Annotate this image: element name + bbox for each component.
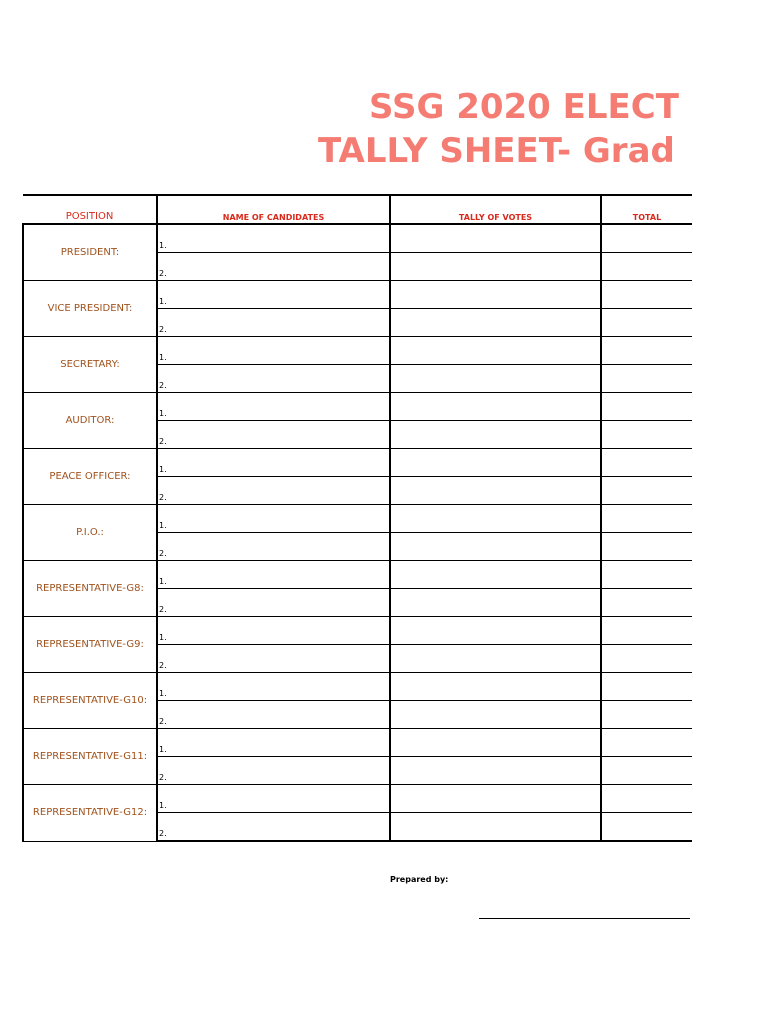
candidate-number-label: 1. [159,353,167,362]
candidate-number-label: 2. [159,381,167,390]
table-row [23,617,692,645]
tally-cell[interactable] [390,505,601,533]
total-cell[interactable] [601,505,692,533]
tally-cell[interactable] [390,561,601,589]
tally-cell[interactable] [390,337,601,365]
candidate-number-label: 1. [159,577,167,586]
title-line-2: TALLY SHEET- Grad [318,131,675,171]
candidate-name-cell[interactable] [157,337,390,365]
candidate-number-label: 2. [159,437,167,446]
total-cell[interactable] [601,477,692,505]
candidate-number-label: 2. [159,493,167,502]
total-cell[interactable] [601,224,692,253]
total-cell[interactable] [601,253,692,281]
tally-cell[interactable] [390,757,601,785]
candidate-number-label: 1. [159,521,167,530]
candidate-name-cell[interactable] [157,309,390,337]
total-cell[interactable] [601,617,692,645]
tally-cell[interactable] [390,421,601,449]
candidate-name-cell[interactable] [157,701,390,729]
candidate-name-cell[interactable] [157,785,390,813]
candidate-name-cell[interactable] [157,224,390,253]
candidate-name-cell[interactable] [157,757,390,785]
tally-cell[interactable] [390,645,601,673]
table-row [23,561,692,589]
tally-cell[interactable] [390,224,601,253]
header-row [23,195,692,224]
candidate-number-label: 1. [159,297,167,306]
candidate-number-label: 2. [159,605,167,614]
total-cell[interactable] [601,421,692,449]
table-row [23,785,692,813]
total-cell[interactable] [601,337,692,365]
tally-table [22,194,692,842]
candidate-name-cell[interactable] [157,533,390,561]
candidate-name-cell[interactable] [157,645,390,673]
candidate-name-cell[interactable] [157,673,390,701]
position-cell: REPRESENTATIVE-G8: [23,561,157,617]
candidate-number-label: 1. [159,689,167,698]
position-cell: P.I.O.: [23,505,157,561]
tally-cell[interactable] [390,785,601,813]
position-cell: REPRESENTATIVE-G12: [23,785,157,842]
total-cell[interactable] [601,281,692,309]
candidate-number-label: 2. [159,325,167,334]
table-row [23,393,692,421]
tally-cell[interactable] [390,701,601,729]
position-header: POSITION [23,195,157,224]
candidate-number-label: 1. [159,465,167,474]
table-row [23,449,692,477]
tally-header: TALLY OF VOTES [390,195,601,224]
tally-cell[interactable] [390,813,601,842]
position-cell: REPRESENTATIVE-G11: [23,729,157,785]
tally-cell[interactable] [390,673,601,701]
tally-body [23,224,692,841]
position-cell: AUDITOR: [23,393,157,449]
signature-line [479,918,690,919]
table-row [23,337,692,365]
table-row [23,673,692,701]
position-cell: REPRESENTATIVE-G9: [23,617,157,673]
total-cell[interactable] [601,589,692,617]
total-cell[interactable] [601,561,692,589]
title-line-1: SSG 2020 ELECT [369,87,679,127]
table-row [23,729,692,757]
tally-cell[interactable] [390,589,601,617]
total-cell[interactable] [601,533,692,561]
candidate-name-cell[interactable] [157,253,390,281]
total-cell[interactable] [601,449,692,477]
candidate-name-cell[interactable] [157,477,390,505]
candidate-number-label: 2. [159,269,167,278]
candidate-name-cell[interactable] [157,365,390,393]
candidate-name-cell[interactable] [157,589,390,617]
candidate-number-label: 2. [159,717,167,726]
candidate-number-label: 1. [159,409,167,418]
table-row [23,281,692,309]
tally-cell[interactable] [390,365,601,393]
candidate-name-cell[interactable] [157,393,390,421]
total-cell[interactable] [601,673,692,701]
total-cell[interactable] [601,309,692,337]
total-cell[interactable] [601,785,692,813]
total-cell[interactable] [601,813,692,842]
total-cell[interactable] [601,757,692,785]
candidate-name-cell[interactable] [157,449,390,477]
candidate-number-label: 1. [159,745,167,754]
total-cell[interactable] [601,393,692,421]
candidate-name-cell[interactable] [157,729,390,757]
candidate-number-label: 1. [159,801,167,810]
candidate-number-label: 2. [159,829,167,838]
tally-cell[interactable] [390,533,601,561]
total-cell[interactable] [601,645,692,673]
candidate-number-label: 2. [159,549,167,558]
candidate-name-cell[interactable] [157,813,390,842]
candidate-number-label: 1. [159,241,167,250]
candidate-number-label: 2. [159,773,167,782]
table-row [23,505,692,533]
candidates-header: NAME OF CANDIDATES [157,195,390,224]
candidate-name-cell[interactable] [157,561,390,589]
table-row [23,224,692,253]
candidate-name-cell[interactable] [157,281,390,309]
position-cell: PEACE OFFICER: [23,449,157,505]
total-cell[interactable] [601,701,692,729]
tally-cell[interactable] [390,393,601,421]
position-cell: SECRETARY: [23,337,157,393]
candidate-number-label: 1. [159,633,167,642]
tally-cell[interactable] [390,617,601,645]
total-cell[interactable] [601,365,692,393]
position-cell: PRESIDENT: [23,224,157,281]
candidate-name-cell[interactable] [157,617,390,645]
tally-cell[interactable] [390,449,601,477]
tally-cell[interactable] [390,477,601,505]
tally-cell[interactable] [390,281,601,309]
candidate-name-cell[interactable] [157,421,390,449]
position-cell: REPRESENTATIVE-G10: [23,673,157,729]
total-header: TOTAL [601,195,692,224]
candidate-name-cell[interactable] [157,505,390,533]
title-block [0,0,690,190]
tally-cell[interactable] [390,729,601,757]
tally-cell[interactable] [390,253,601,281]
position-cell: VICE PRESIDENT: [23,281,157,337]
total-cell[interactable] [601,729,692,757]
candidate-number-label: 2. [159,661,167,670]
prepared-by-label: Prepared by: [390,875,449,884]
tally-cell[interactable] [390,309,601,337]
